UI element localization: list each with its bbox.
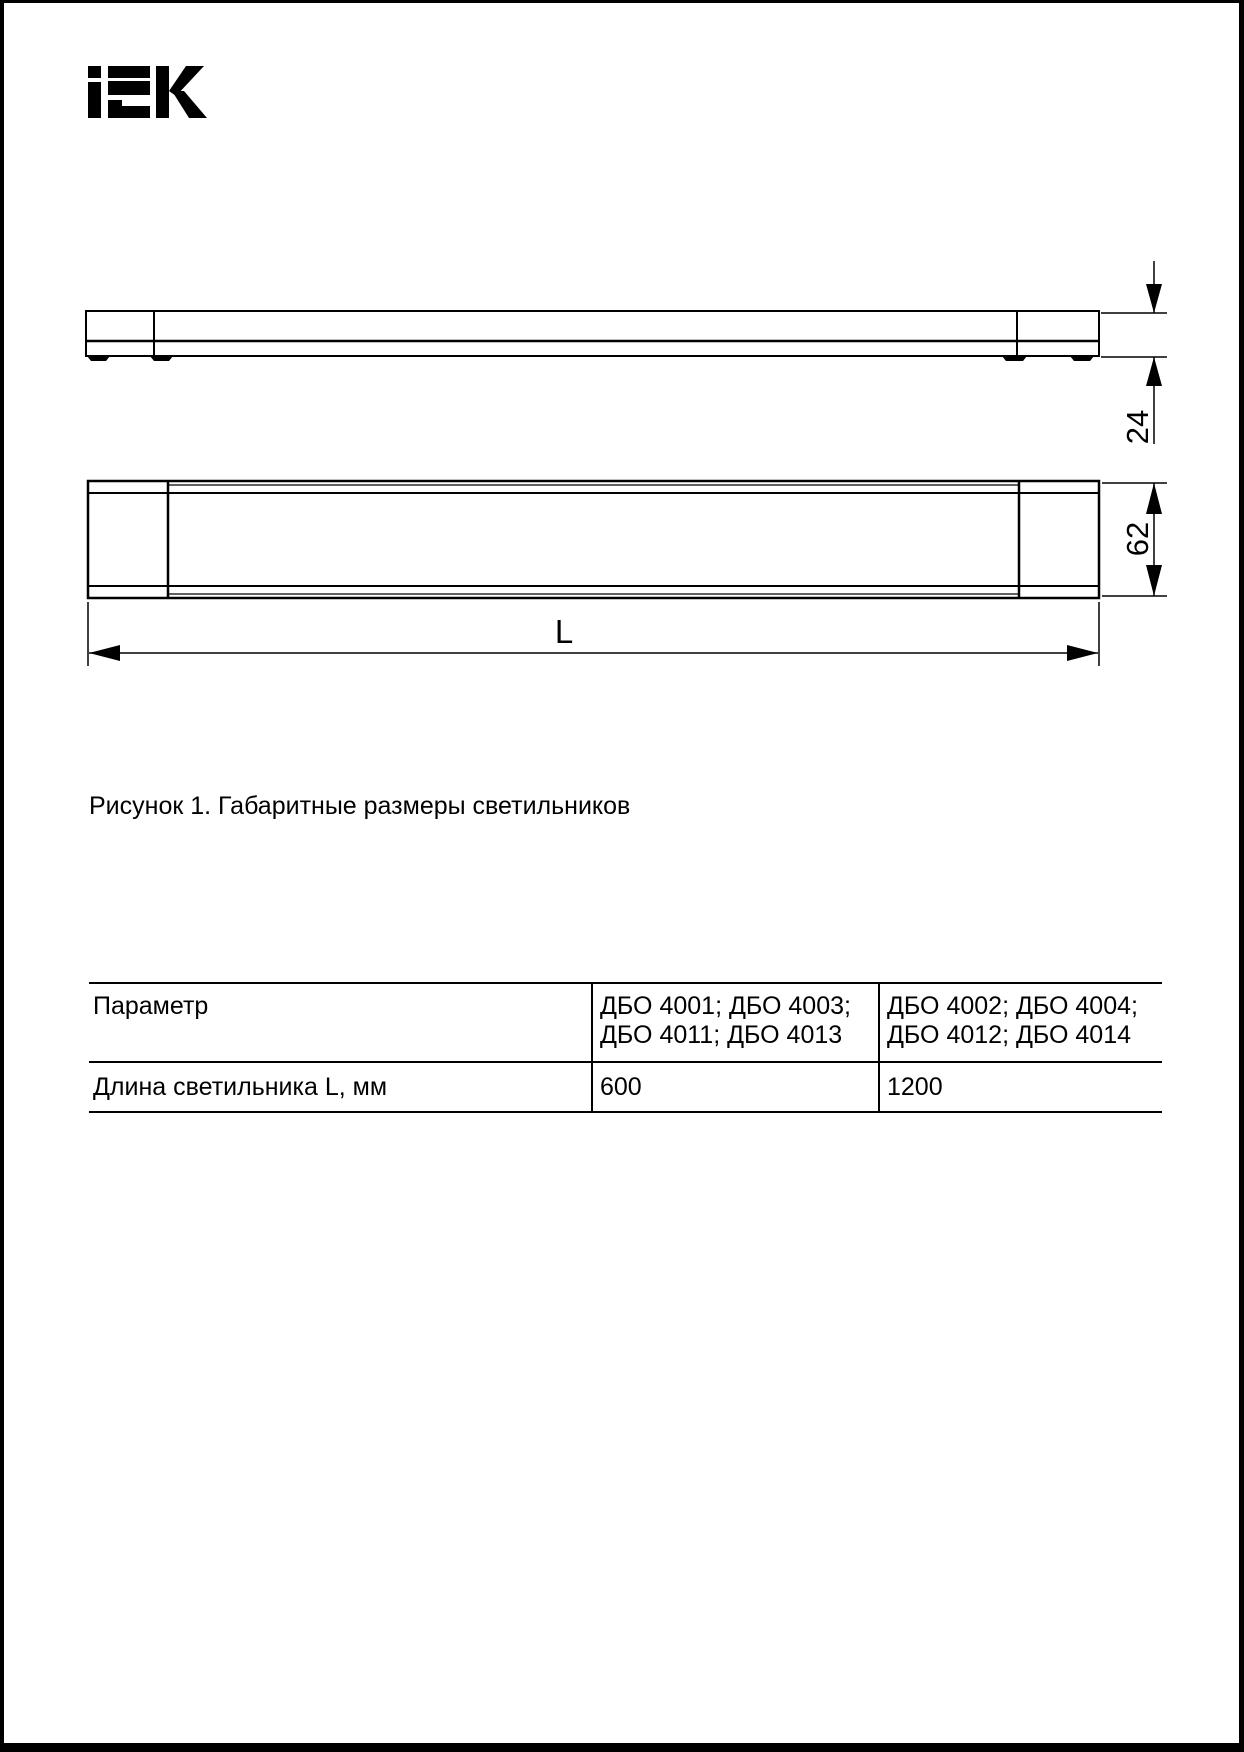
header-models-1200-line2: ДБО 4012; ДБО 4014 — [887, 1021, 1132, 1049]
front-view-drawing — [88, 481, 1099, 598]
dim-L-label: L — [554, 613, 574, 650]
cell-length-1200: 1200 — [878, 1063, 1162, 1111]
figure-caption: Рисунок 1. Габаритные размеры светильников — [89, 792, 631, 820]
dim-24-label: 24 — [1120, 409, 1155, 445]
header-models-600 — [591, 984, 878, 1061]
table-row — [89, 1063, 1162, 1113]
header-parameter: Параметр — [93, 992, 209, 1020]
cell-length-600: 600 — [591, 1063, 878, 1111]
dimension-24 — [1101, 261, 1167, 444]
header-models-600-line2: ДБО 4011; ДБО 4013 — [600, 1021, 843, 1049]
dimension-62 — [1102, 483, 1167, 596]
dimension-L — [88, 602, 1099, 666]
dim-62-label: 62 — [1120, 521, 1155, 557]
side-view-drawing — [86, 311, 1099, 361]
header-models-1200 — [878, 984, 1162, 1061]
cell-parameter-name: Длина светильника L, мм — [93, 1073, 388, 1101]
header-models-1200-line1: ДБО 4002; ДБО 4004; — [887, 992, 1138, 1020]
dimensional-drawing — [4, 3, 1244, 763]
table-header-row — [89, 984, 1162, 1063]
parameters-table — [89, 982, 1162, 1113]
header-models-600-line1: ДБО 4001; ДБО 4003; — [600, 992, 851, 1020]
